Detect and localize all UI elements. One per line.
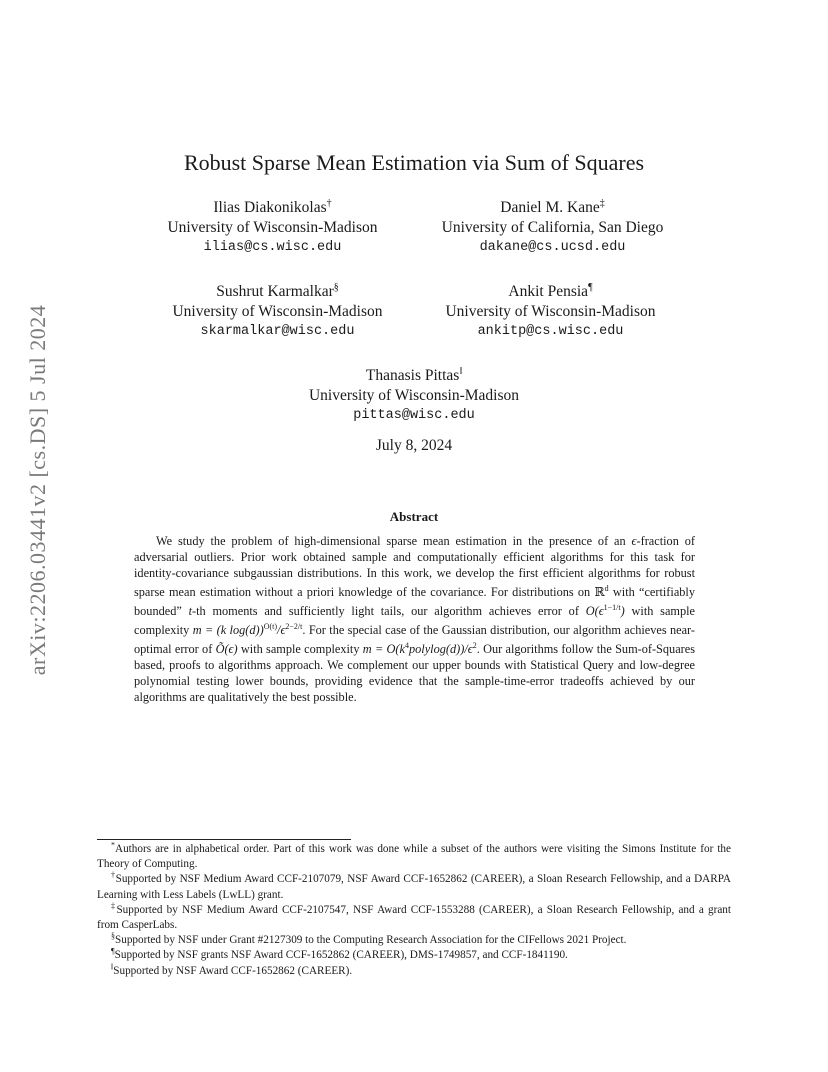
author-email[interactable]: pittas@wisc.edu (353, 408, 475, 423)
abstract-text: . Our algorithms follow the Sum-of-Squares based, proofs to algorithms approach. We complement our upper bounds with Statistical Query and low-degree polynomial testing lower bounds, providing evidence that the sample-time-error tradeoffs achieved by our algorithms are qualitatively the best possible. (134, 642, 695, 705)
author-name-text: Sushrut Karmalkar (216, 283, 334, 300)
abstract-text: -th moments and sufficiently light tails, our algorithm achieves error of (192, 604, 586, 619)
author-affiliation: University of Wisconsin-Madison (167, 219, 378, 236)
math-superscript: 2 (472, 641, 477, 651)
math-superscript: d (604, 584, 609, 593)
author-affiliation: University of Wisconsin-Madison (308, 387, 520, 404)
author-footnote-mark: ‖ (459, 365, 463, 377)
author-name-text: Thanasis Pittas (365, 367, 460, 384)
footnote-divider (97, 839, 351, 840)
footnote-item (97, 961, 731, 979)
footnote-item (97, 842, 731, 872)
author-email[interactable]: dakane@cs.ucsd.edu (479, 240, 626, 255)
author-email[interactable]: ankitp@cs.wisc.edu (477, 324, 624, 339)
abstract-heading: Abstract (389, 509, 439, 524)
abstract-text: with sample complexity (237, 642, 363, 657)
math-sample-complexity-gaussian: m = O(k (362, 642, 405, 657)
author-affiliation: University of Wisconsin-Madison (172, 303, 383, 320)
footnote-item (97, 948, 731, 963)
arxiv-identifier-text: arXiv:2206.03441v2 [cs.DS] 5 Jul 2024 (25, 304, 50, 676)
abstract-text: with sample complexity (134, 604, 695, 638)
math-superscript: O(t) (263, 622, 278, 632)
abstract-text: -fraction of adversarial outliers. Prior work obtained sample and computationally efficient algorithms for this task for identity-covariance subgaussian distributions. In this work, we develop the first efficient algorithms for robust sparse mean estimation without a priori knowledge of the covariance. For distributions on ℝ (134, 534, 695, 600)
footnote-text: Authors are in alphabetical order. Part of this work was done while a subset of the authors were visiting the Simons Institute for the Theory of Computing. (97, 843, 731, 871)
footnote-item (97, 872, 731, 902)
footnote-text: Supported by NSF under Grant #2127309 to the Computing Research Association for the CIFellows 2021 Project. (115, 934, 627, 947)
math-division: /ϵ (277, 623, 286, 638)
math-superscript: 4 (405, 641, 409, 651)
author-block-4 (418, 282, 683, 342)
abstract-text: We study the problem of high-dimensional sparse mean estimation in the presence of an (156, 534, 632, 548)
footnote-item (97, 903, 731, 933)
math-polylog: polylog(d))/ϵ (409, 642, 473, 657)
footnote-text: Supported by NSF Award CCF-1652862 (CAREER). (113, 964, 353, 977)
author-name-text: Daniel M. Kane (500, 199, 600, 216)
footnote-mark: † (111, 870, 116, 880)
math-epsilon: ϵ (631, 534, 637, 548)
author-footnote-mark: ‡ (599, 197, 605, 209)
author-footnote-mark: ¶ (588, 281, 593, 293)
math-paren: ) (620, 604, 625, 619)
math-error-gaussian: Õ(ϵ) (215, 642, 238, 657)
author-name (145, 282, 410, 302)
footnote-mark: * (111, 840, 115, 850)
math-error-bound: O(ϵ (585, 604, 604, 619)
abstract-text: with “certifiably bounded” (134, 585, 695, 619)
author-affiliation: University of California, San Diego (441, 219, 664, 236)
author-name (140, 198, 405, 218)
author-block-5 (264, 366, 564, 426)
footnote-text: Supported by NSF grants NSF Award CCF-1652862 (CAREER), DMS-1749857, and CCF-1841190. (114, 949, 568, 962)
footnotes (97, 842, 731, 979)
author-footnote-mark: † (326, 197, 332, 209)
author-footnote-mark: § (333, 281, 339, 293)
abstract-body (134, 533, 695, 705)
footnote-text: Supported by NSF Medium Award CCF-2107547, NSF Award CCF-1553288 (CAREER), a Sloan Research Fellowship, and a grant from CasperLabs. (97, 903, 732, 932)
author-name-text: Ilias Diakonikolas (213, 199, 327, 216)
footnote-text: Supported by NSF Medium Award CCF-2107079, NSF Award CCF-1652862 (CAREER), a Sloan Research Fellowship, and a DARPA Learning with Less Labels (LwLL) grant. (97, 873, 731, 901)
author-email[interactable]: skarmalkar@wisc.edu (200, 324, 355, 339)
author-name (418, 282, 683, 302)
math-sample-complexity: m = (k log(d)) (192, 623, 264, 638)
author-affiliation: University of Wisconsin-Madison (445, 303, 656, 320)
author-name (264, 366, 564, 386)
author-email[interactable]: ilias@cs.wisc.edu (203, 240, 342, 255)
footnote-mark: § (111, 931, 115, 941)
author-name-text: Ankit Pensia (508, 283, 589, 300)
footnote-mark: ¶ (111, 946, 115, 956)
footnote-mark: ‖ (111, 961, 114, 971)
author-block-1 (140, 198, 405, 258)
math-t: t (188, 604, 193, 619)
author-name (420, 198, 685, 218)
abstract-text: . For the special case of the Gaussian distribution, our algorithm achieves near-optimal error of (134, 623, 695, 657)
author-block-3 (145, 282, 410, 342)
arxiv-identifier-stamp (18, 300, 58, 680)
publication-date: July 8, 2024 (375, 437, 453, 454)
paper-title: Robust Sparse Mean Estimation via Sum of Squares (183, 150, 645, 175)
math-superscript: 2−2/t (285, 622, 303, 632)
author-block-2 (420, 198, 685, 258)
footnote-item (97, 933, 731, 948)
math-superscript: 1−1/t (603, 603, 621, 613)
footnote-mark: ‡ (111, 901, 117, 911)
